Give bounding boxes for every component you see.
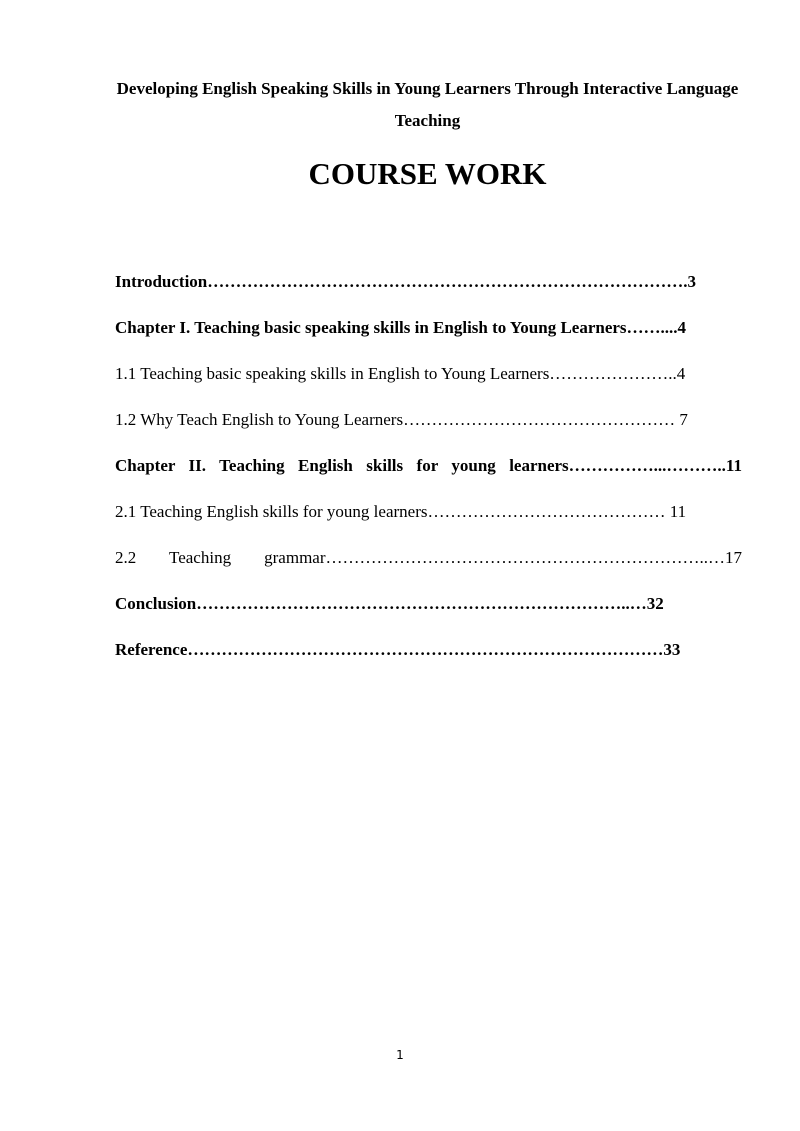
toc-entry-section-2-2: 2.2 Teaching grammar…………………………………………………………..…17 bbox=[115, 548, 742, 567]
table-of-contents bbox=[115, 266, 742, 680]
course-work-heading: COURSE WORK bbox=[308, 156, 547, 191]
toc-entry-introduction: Introduction………………………………………………………………………….3 bbox=[115, 272, 697, 291]
toc-entry-chapter-1: Chapter I. Teaching basic speaking skills in English to Young Learners……....4 bbox=[115, 318, 687, 337]
toc-entry-conclusion: Conclusion…………………………………………………………………..…32 bbox=[115, 594, 664, 613]
toc-entry-section-1-2: 1.2 Why Teach English to Young Learners………………………………………… 7 bbox=[115, 410, 688, 429]
toc-entry-section-1-1: 1.1 Teaching basic speaking skills in English to Young Learners…………………..4 bbox=[115, 364, 686, 383]
toc-entry-chapter-2: Chapter II. Teaching English skills for young learners……………...………..11 bbox=[115, 456, 742, 475]
toc-entry-section-2-1: 2.1 Teaching English skills for young learners…………………………………… 11 bbox=[115, 502, 687, 521]
page-number: 1 bbox=[396, 1048, 404, 1062]
document-title: Developing English Speaking Skills in Young Learners Through Interactive Language Teaching bbox=[116, 79, 739, 130]
toc-entry-reference: Reference…………………………………………………………………………33 bbox=[115, 640, 681, 659]
